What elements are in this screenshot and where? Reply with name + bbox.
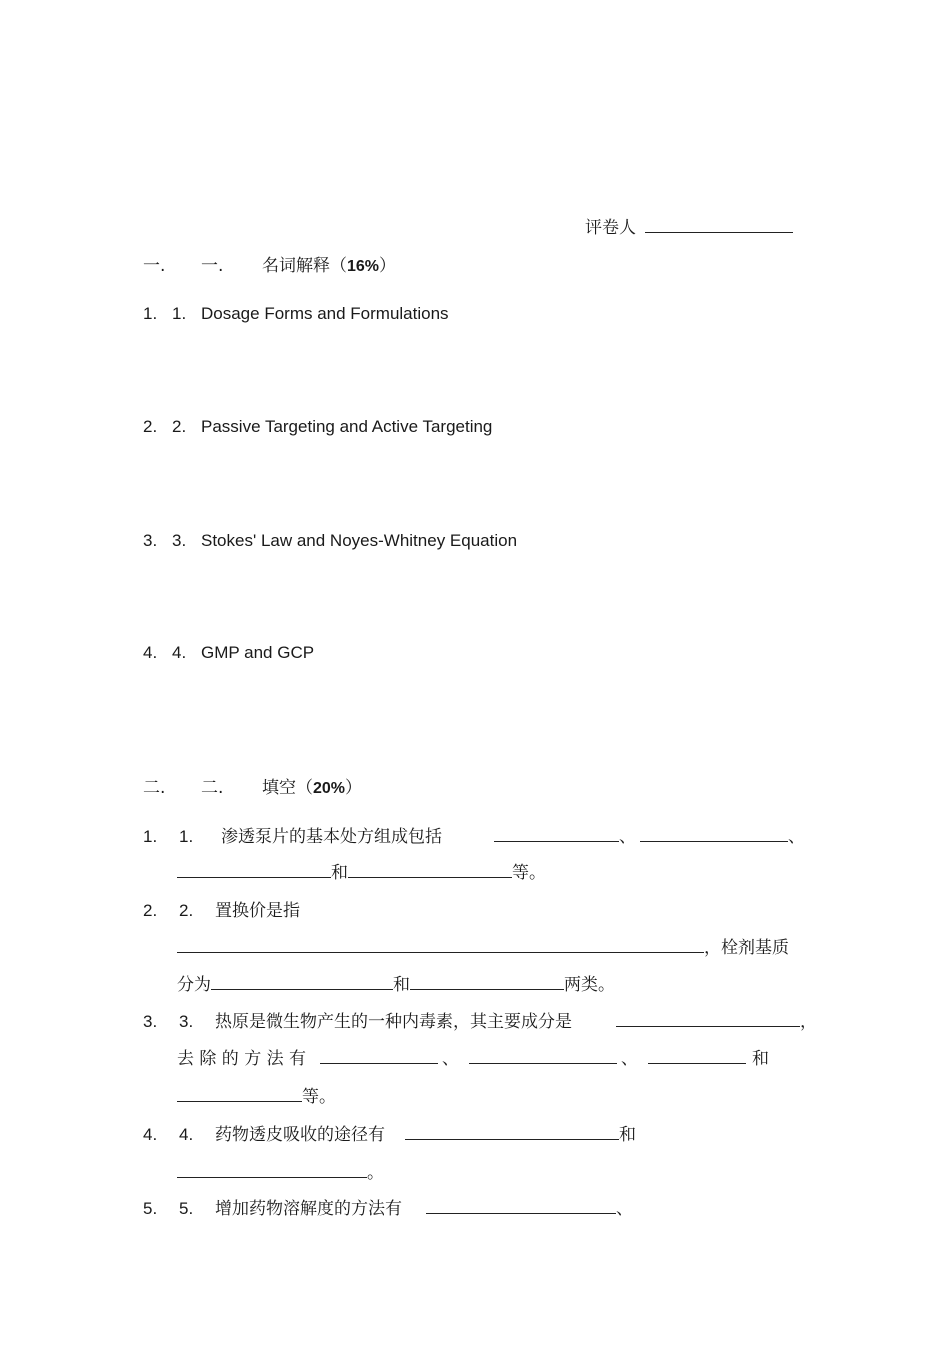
answer-blank[interactable]	[177, 937, 704, 953]
grader-blank[interactable]	[645, 217, 793, 233]
q2-blanks-row2	[177, 974, 615, 996]
answer-blank[interactable]	[648, 1048, 746, 1064]
item-number-repeat: 4.	[179, 1125, 194, 1144]
fill-question-5	[143, 1198, 402, 1220]
separator: 、	[621, 1049, 639, 1069]
question-text: 渗透泵片的基本处方组成包括	[221, 827, 442, 847]
separator: 、	[788, 827, 805, 847]
question-text: 药物透皮吸收的途径有	[215, 1125, 385, 1145]
item-number: 3.	[143, 531, 158, 550]
section1-num-repeat: 一.	[201, 256, 224, 276]
item-number: 5.	[143, 1199, 158, 1218]
answer-blank[interactable]	[177, 1162, 367, 1178]
item-number: 2.	[143, 901, 158, 920]
question-text: 增加药物溶解度的方法有	[215, 1199, 402, 1219]
question-end: 两类。	[564, 975, 615, 995]
item-number-repeat: 3.	[179, 1012, 194, 1031]
q4-blank-row2	[177, 1162, 384, 1184]
item-number-repeat: 2.	[179, 901, 194, 920]
answer-blank[interactable]	[616, 1011, 800, 1027]
item-text: Stokes' Law and Noyes-Whitney Equation	[201, 531, 518, 550]
separator: 、	[442, 1049, 460, 1069]
item-number: 4.	[143, 643, 158, 662]
answer-blank[interactable]	[640, 826, 788, 842]
term-item	[143, 303, 449, 325]
section2-title: 填空（	[262, 778, 313, 798]
conjunction: 和	[331, 863, 348, 883]
grader-label: 评卷人	[585, 218, 636, 238]
question-end: 等。	[512, 863, 546, 883]
answer-blank[interactable]	[177, 1086, 302, 1102]
grader-row	[585, 217, 793, 239]
answer-blank[interactable]	[410, 974, 564, 990]
answer-blank[interactable]	[494, 826, 619, 842]
item-number-repeat: 4.	[172, 643, 187, 662]
answer-blank[interactable]	[320, 1048, 438, 1064]
answer-blank[interactable]	[348, 862, 512, 878]
item-number: 3.	[143, 1012, 158, 1031]
answer-blank[interactable]	[177, 862, 331, 878]
answer-blank[interactable]	[211, 974, 393, 990]
q4-blank-row1	[405, 1124, 636, 1146]
question-text-cont: 分为	[177, 975, 211, 995]
fill-question-2	[143, 900, 300, 922]
answer-blank[interactable]	[469, 1048, 617, 1064]
conjunction: 和	[393, 975, 410, 995]
section1-close: ）	[379, 256, 397, 276]
fill-question-4	[143, 1124, 385, 1146]
term-item	[143, 530, 517, 552]
section2-num-repeat: 二.	[201, 778, 224, 798]
question-end: 等。	[302, 1087, 336, 1107]
question-text-cont: 去 除 的 方 法 有	[177, 1049, 307, 1069]
item-number: 2.	[143, 417, 158, 436]
question-text-cont: ，栓剂基质	[704, 938, 789, 958]
q2-blanks-row1	[177, 937, 789, 959]
q3-blank-row1	[616, 1011, 817, 1033]
fill-question-3	[143, 1011, 572, 1033]
item-text: Dosage Forms and Formulations	[201, 304, 449, 323]
separator: ，	[800, 1012, 817, 1032]
fill-question-1	[143, 826, 442, 848]
section2-points: 20%	[313, 780, 346, 797]
section2-header	[143, 777, 362, 800]
q1-blanks-row2	[177, 862, 546, 884]
item-number: 4.	[143, 1125, 158, 1144]
item-number-repeat: 3.	[172, 531, 187, 550]
section1-num: 一.	[143, 256, 166, 276]
item-number-repeat: 1.	[179, 827, 194, 846]
question-text: 热原是微生物产生的一种内毒素，其主要成分是	[215, 1012, 572, 1032]
separator: 、	[619, 827, 636, 847]
conjunction: 和	[752, 1049, 770, 1069]
question-end: 。	[367, 1163, 384, 1183]
section1-header	[143, 255, 396, 278]
q1-blanks-row1	[494, 826, 805, 848]
q5-blank-row1	[426, 1198, 633, 1220]
conjunction: 和	[619, 1125, 636, 1145]
q3-blanks-row3	[177, 1086, 336, 1108]
term-item	[143, 416, 492, 438]
q3-blanks-row2	[177, 1048, 769, 1070]
item-number: 1.	[143, 827, 158, 846]
section1-points: 16%	[347, 258, 380, 275]
separator: 、	[616, 1199, 633, 1219]
item-number-repeat: 2.	[172, 417, 187, 436]
term-item	[143, 642, 314, 664]
item-number-repeat: 5.	[179, 1199, 194, 1218]
item-text: GMP and GCP	[201, 643, 315, 662]
section2-close: ）	[345, 778, 363, 798]
section1-title: 名词解释（	[262, 256, 347, 276]
answer-blank[interactable]	[405, 1124, 619, 1140]
question-text: 置换价是指	[215, 901, 300, 921]
answer-blank[interactable]	[426, 1198, 616, 1214]
item-number-repeat: 1.	[172, 304, 187, 323]
section2-num: 二.	[143, 778, 166, 798]
item-number: 1.	[143, 304, 158, 323]
item-text: Passive Targeting and Active Targeting	[201, 417, 493, 436]
